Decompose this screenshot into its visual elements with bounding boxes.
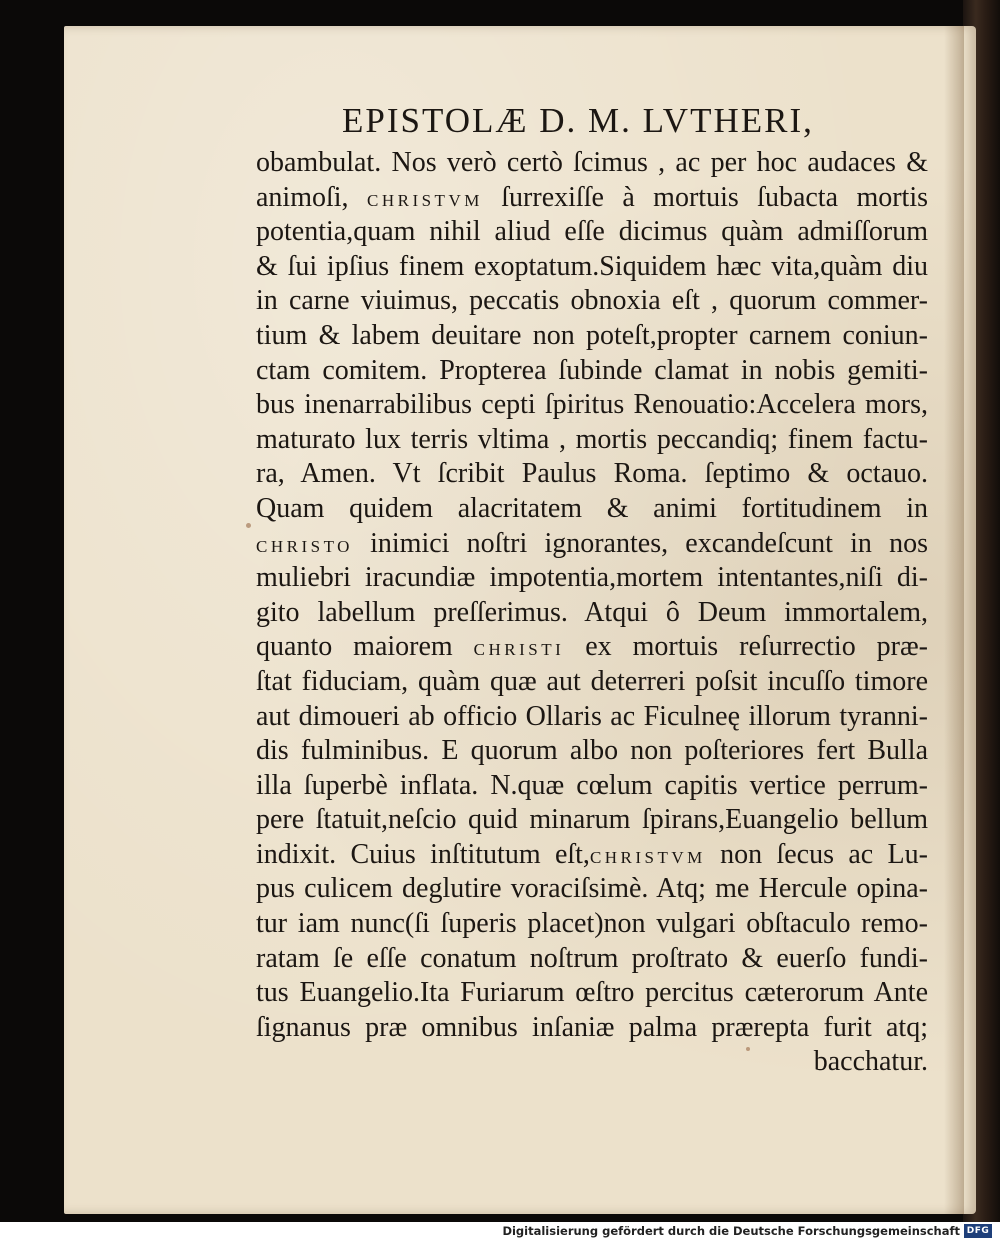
text-line <box>256 976 928 1011</box>
text-line <box>256 942 928 977</box>
text-segment: inimici noſtri ignorantes, excandeſcunt in nos <box>352 527 928 559</box>
text-line <box>256 284 928 319</box>
text-segment: pere ſtatuit,neſcio quid minarum ſpirans,Euangelio bellum <box>256 804 928 836</box>
text-segment: maturato lux terris vltima , mortis peccandiq; finem factu- <box>256 423 928 455</box>
text-segment: animoſi, <box>256 181 367 213</box>
text-segment: pus culicem deglutire voraciſsimè. Atq; me Hercule opina- <box>256 873 928 905</box>
text-line <box>256 527 928 562</box>
text-segment: bus inenarrabilibus cepti ſpiritus Renouatio:Accelera mors, <box>256 389 928 421</box>
text-segment: gito labellum preſſerimus. Atqui ô Deum immortalem, <box>256 596 928 628</box>
text-segment: aut dimoueri ab officio Ollaris ac Ficulneę illorum tyranni- <box>256 700 928 732</box>
text-segment: potentia,quam nihil aliud eſſe dicimus quàm admiſſorum <box>256 216 928 248</box>
text-line <box>256 146 928 181</box>
running-head: EPISTOLÆ D. M. LVTHERI, <box>342 101 814 140</box>
text-line <box>256 215 928 250</box>
text-segment: ex mortuis reſurrectio præ- <box>564 631 928 663</box>
paper-speck <box>246 523 251 528</box>
text-line <box>256 1011 928 1046</box>
text-segment: quanto maiorem <box>256 631 474 663</box>
small-caps-name: CHRISTVM <box>366 190 483 210</box>
text-line <box>256 700 928 735</box>
text-line <box>256 803 928 838</box>
text-segment: Quam quidem alacritatem & animi fortitudinem in <box>256 492 928 524</box>
text-segment: ratam ſe eſſe conatum noſtrum proſtrato & euerſo fundi- <box>256 942 928 974</box>
text-line <box>256 423 928 458</box>
text-line <box>256 388 928 423</box>
text-line <box>256 734 928 769</box>
text-segment: & ſui ipſius finem exoptatum.Siquidem hæc vita,quàm diu <box>256 250 928 282</box>
text-line <box>256 596 928 631</box>
text-line <box>256 1045 928 1080</box>
text-segment: tus Euangelio.Ita Furiarum œſtro percitus cæterorum Ante <box>256 977 928 1009</box>
small-caps-name: CHRISTO <box>256 536 353 556</box>
text-line <box>256 181 928 216</box>
text-segment: ra, Amen. Vt ſcribit Paulus Roma. ſeptimo & octauo. <box>256 458 928 490</box>
text-line <box>256 457 928 492</box>
text-line <box>256 872 928 907</box>
text-line <box>256 769 928 804</box>
text-line <box>256 250 928 285</box>
body-text <box>256 146 928 1080</box>
digitization-credit: Digitalisierung gefördert durch die Deutsche Forschungsgemeinschaft <box>502 1224 960 1238</box>
text-segment: muliebri iracundiæ impotentia,mortem intentantes,niſi di- <box>256 562 928 594</box>
text-line <box>256 665 928 700</box>
text-segment: ſtat fiduciam, quàm quæ aut deterreri poſsit incuſſo timore <box>256 665 928 697</box>
text-segment: dis fulminibus. E quorum albo non poſteriores fert Bulla <box>256 735 928 767</box>
text-segment: in carne viuimus, peccatis obnoxia eſt , quorum commer- <box>256 285 928 317</box>
text-segment: bacchatur. <box>813 1046 928 1078</box>
text-line <box>256 630 928 665</box>
text-segment: non ſecus ac Lu- <box>705 838 928 870</box>
text-segment: obambulat. Nos verò certò ſcimus , ac per hoc audaces & <box>256 147 928 178</box>
text-segment: ſurrexiſſe à mortuis ſubacta mortis <box>482 181 928 213</box>
text-segment: ſignanus præ omnibus inſaniæ palma prærepta furit atq; <box>256 1011 928 1043</box>
text-line <box>256 319 928 354</box>
text-line <box>256 838 928 873</box>
small-caps-name: CHRISTVM <box>589 847 706 867</box>
text-line <box>256 492 928 527</box>
text-segment: ctam comitem. Propterea ſubinde clamat in nobis gemiti- <box>256 354 928 386</box>
text-segment: illa ſuperbè inflata. N.quæ cœlum capitis vertice perrum- <box>256 769 928 801</box>
text-segment: tur iam nunc(ſi ſuperis placet)non vulgari obſtaculo remo- <box>256 908 928 940</box>
text-line <box>256 354 928 389</box>
text-segment: indixit. Cuius inſtitutum eſt, <box>256 838 590 870</box>
text-line <box>256 561 928 596</box>
text-segment: tium & labem deuitare non poteſt,propter carnem coniun- <box>256 319 928 351</box>
small-caps-name: CHRISTI <box>473 640 565 660</box>
text-line <box>256 907 928 942</box>
dfg-logo: DFG <box>964 1224 992 1238</box>
